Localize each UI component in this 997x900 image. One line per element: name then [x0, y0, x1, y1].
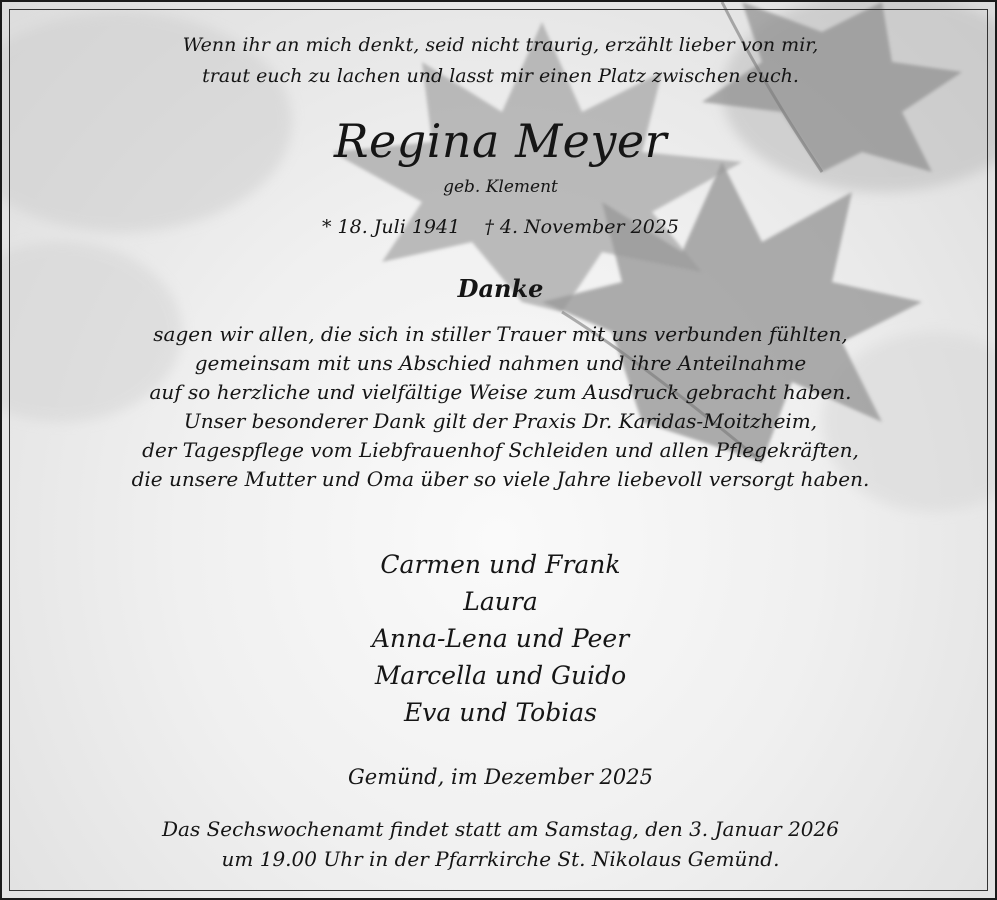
service-notice — [2, 814, 997, 874]
motto-line: traut euch zu lachen und lasst mir einen Platz zwischen euch. — [202, 65, 799, 87]
thanks-text — [2, 320, 997, 494]
thanks-line: Unser besonderer Dank gilt der Praxis Dr. Karidas-Moitzheim, — [183, 409, 818, 433]
family-member: Eva und Tobias — [404, 698, 597, 727]
family-member: Carmen und Frank — [380, 550, 621, 579]
family-member: Anna-Lena und Peer — [371, 624, 630, 653]
life-dates: * 18. Juli 1941 † 4. November 2025 — [321, 216, 679, 238]
thanks-line: gemeinsam mit uns Abschied nahmen und ihre Anteilnahme — [194, 351, 807, 375]
service-line: um 19.00 Uhr in der Pfarrkirche St. Nikolaus Gemünd. — [221, 847, 780, 871]
thanks-line: auf so herzliche und vielfältige Weise zum Ausdruck gebracht haben. — [149, 380, 852, 404]
thanks-line: die unsere Mutter und Oma über so viele Jahre liebevoll versorgt haben. — [131, 467, 870, 491]
thanks-line: sagen wir allen, die sich in stiller Trauer mit uns verbunden fühlten, — [153, 322, 848, 346]
thanks-line: der Tagespflege vom Liebfrauenhof Schleiden und allen Pflegekräften, — [142, 438, 859, 462]
birth-name: geb. Klement — [443, 177, 558, 197]
family-signatures — [2, 546, 997, 731]
motto-line: Wenn ihr an mich denkt, seid nicht traurig, erzählt lieber von mir, — [182, 34, 819, 56]
service-line: Das Sechswochenamt findet statt am Samstag, den 3. Januar 2026 — [162, 817, 839, 841]
motto-quote — [2, 30, 997, 92]
thanks-heading: Danke — [457, 274, 544, 303]
family-member: Laura — [463, 587, 538, 616]
family-member: Marcella und Guido — [374, 661, 627, 690]
place-date: Gemünd, im Dezember 2025 — [348, 765, 653, 789]
deceased-name: Regina Meyer — [333, 114, 668, 168]
